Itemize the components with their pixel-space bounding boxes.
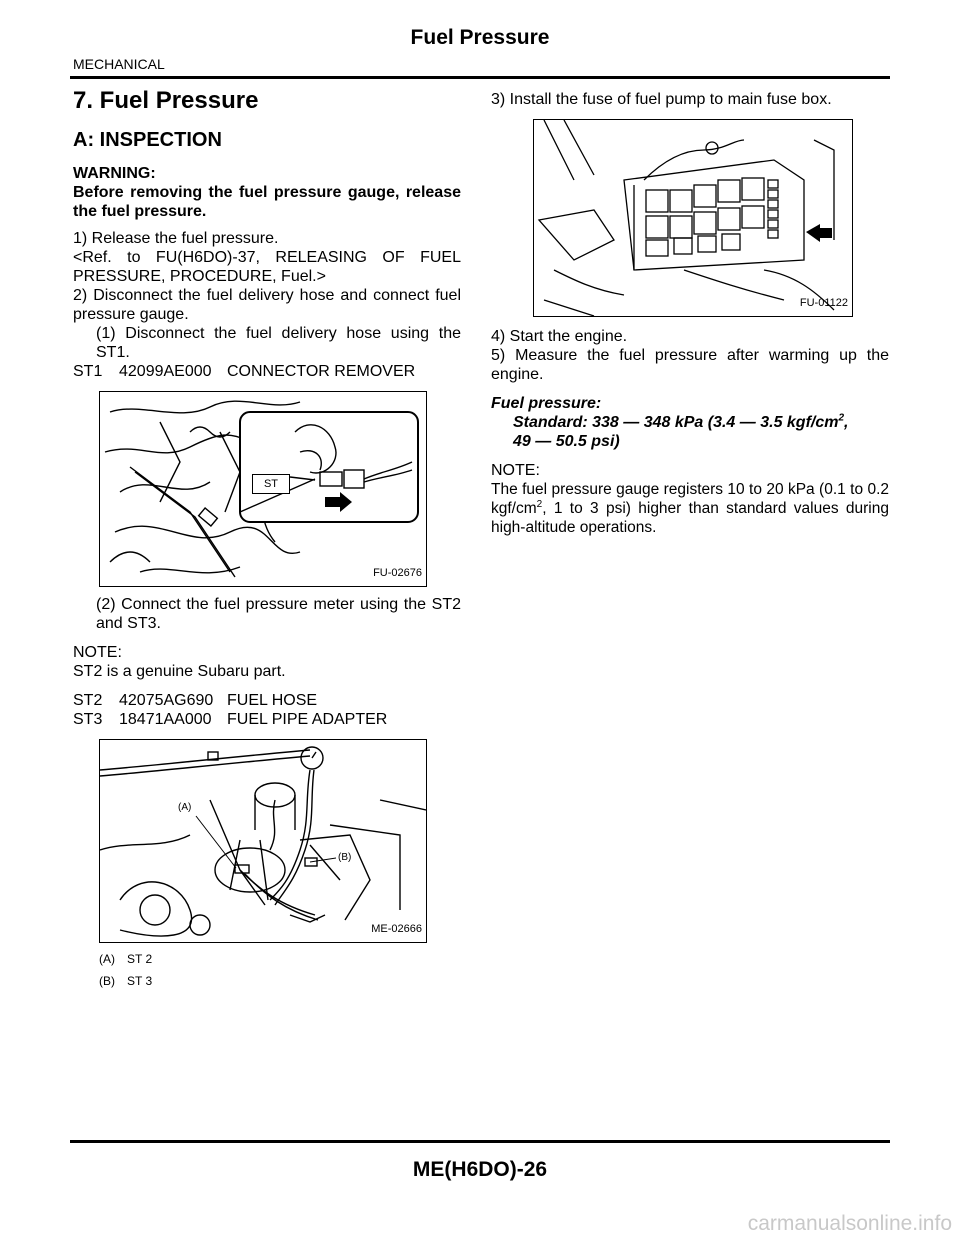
step-2-1: (1) Disconnect the fuel delivery hose using the ST1. — [96, 325, 461, 361]
figure-legend — [99, 951, 461, 989]
fuel-pressure-spec — [491, 394, 889, 451]
page-number: ME(H6DO)-26 — [412, 1158, 548, 1181]
left-column — [73, 86, 461, 995]
tool-name: FUEL HOSE — [227, 692, 318, 709]
figure-code: FU-02676 — [373, 567, 422, 579]
tool-name: CONNECTOR REMOVER — [227, 363, 416, 380]
tool-part: 18471AA000 — [119, 711, 212, 728]
legend-text: ST 2 — [127, 952, 153, 966]
warning-label: WARNING: — [73, 165, 156, 182]
note-text: ST2 is a genuine Subaru part. — [73, 663, 286, 680]
figure-code: ME-02666 — [371, 923, 422, 935]
spec-value — [491, 413, 889, 432]
note-text-b: , 1 to 3 psi) higher than standard values during high-altitude operations. — [491, 500, 889, 536]
step-2-2: (2) Connect the fuel pressure meter using the ST2 and ST3. — [96, 596, 461, 632]
header-rule — [70, 76, 890, 79]
subsection-heading: A: INSPECTION — [73, 129, 222, 151]
note-label: NOTE: — [73, 644, 122, 661]
note-text — [491, 480, 889, 537]
tool-part: 42099AE000 — [119, 363, 212, 380]
legend-item — [99, 973, 461, 989]
watermark: carmanualsonline.info — [747, 1212, 952, 1235]
figure-connector-remover — [99, 391, 427, 587]
note-text-a: The fuel pressure gauge registers 10 to 20 kPa (0.1 to 0.2 kgf/cm — [491, 481, 889, 517]
tool-st3 — [73, 710, 461, 729]
spec-value-sup: 2 — [838, 412, 845, 424]
step-4: 4) Start the engine. — [491, 328, 628, 345]
tool-id: ST3 — [73, 711, 103, 728]
tool-id: ST1 — [73, 363, 103, 380]
legend-key: (A) — [99, 952, 115, 966]
st-label: ST — [252, 474, 290, 494]
spec-value-b: , — [844, 414, 849, 431]
legend-text: ST 3 — [127, 974, 153, 988]
tool-st1 — [73, 362, 461, 381]
figure-fuel-hose — [99, 739, 427, 943]
footer-rule — [70, 1140, 890, 1143]
warning-text: Before removing the fuel pressure gauge, release the fuel pressure. — [73, 184, 461, 220]
spec-label: Fuel pressure: — [491, 395, 602, 412]
label-a: (A) — [178, 802, 192, 813]
step-1-reference[interactable]: <Ref. to FU(H6DO)-37, RELEASING OF FUEL PRESSURE, PROCEDURE, Fuel.> — [73, 249, 461, 285]
figure-fuse-box — [533, 119, 853, 317]
step-5: 5) Measure the fuel pressure after warming up the engine. — [491, 347, 889, 383]
legend-item — [99, 951, 461, 967]
figure-code: FU-01122 — [799, 297, 848, 309]
step-1: 1) Release the fuel pressure. — [73, 230, 279, 247]
spec-value-a: Standard: 338 — 348 kPa (3.4 — 3.5 kgf/cm — [513, 414, 839, 431]
note-sup: 2 — [536, 498, 543, 510]
tool-name: FUEL PIPE ADAPTER — [227, 711, 388, 728]
tool-id: ST2 — [73, 692, 103, 709]
label-b: (B) — [338, 852, 352, 863]
tool-st2 — [73, 691, 461, 710]
step-2: 2) Disconnect the fuel delivery hose and connect fuel pressure gauge. — [73, 287, 461, 323]
right-column — [491, 90, 889, 537]
legend-key: (B) — [99, 974, 115, 988]
fuse-box-illustration — [534, 120, 852, 316]
section-heading: 7. Fuel Pressure — [73, 87, 259, 114]
note-label: NOTE: — [491, 462, 540, 479]
step-3: 3) Install the fuse of fuel pump to main fuse box. — [491, 91, 832, 108]
fuel-gauge-illustration — [100, 740, 426, 942]
page-title: Fuel Pressure — [410, 26, 550, 49]
spec-value-psi: 49 — 50.5 psi) — [513, 433, 620, 450]
tool-part: 42075AG690 — [119, 692, 214, 709]
section-label: MECHANICAL — [73, 56, 165, 72]
